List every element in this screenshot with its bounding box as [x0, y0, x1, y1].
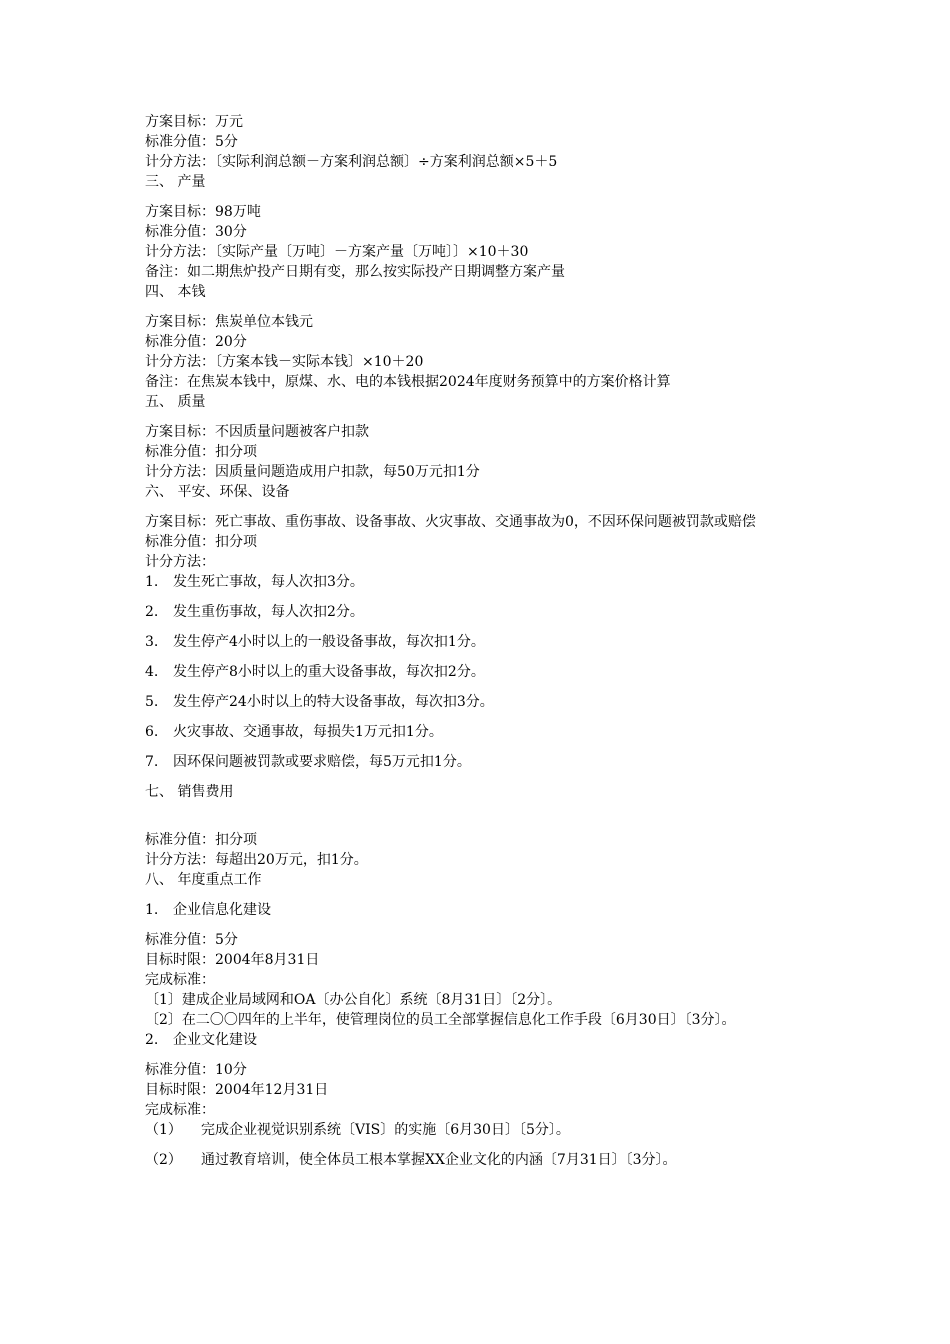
sec3-note: 备注：如二期焦炉投产日期有变，那么按实际投产日期调整方案产量 [145, 264, 565, 280]
sec5-target: 方案目标：不因质量问题被客户扣款 [145, 424, 369, 440]
sec6-score: 标准分值：扣分项 [145, 534, 257, 550]
sec4-target: 方案目标：焦炭单位本钱元 [145, 314, 313, 330]
list-item: 7. 因环保问题被罚款或要求赔偿，每5万元扣1分。 [145, 754, 471, 770]
sec6-target: 方案目标：死亡事故、重伤事故、设备事故、火灾事故、交通事故为0，不因环保问题被罚款或赔偿 [145, 514, 756, 530]
sec6-heading: 六、 平安、环保、设备 [145, 484, 290, 500]
sec4-note: 备注：在焦炭本钱中，原煤、水、电的本钱根据2024年度财务预算中的方案价格计算 [145, 374, 671, 390]
list-item: 5. 发生停产24小时以上的特大设备事故，每次扣3分。 [145, 694, 494, 710]
sec3-target: 方案目标：98万吨 [145, 204, 261, 220]
sec5-method: 计分方法：因质量问题造成用户扣款，每50万元扣1分 [145, 464, 480, 480]
sec2-method: 计分方法：〔实际利润总额－方案利润总额〕÷方案利润总额×5＋5 [145, 154, 558, 170]
sec2-score: 标准分值：5分 [145, 134, 238, 150]
sec6-method: 计分方法： [145, 554, 215, 570]
list-item: 1. 发生死亡事故，每人次扣3分。 [145, 574, 364, 590]
task2-score: 标准分值：10分 [145, 1062, 247, 1078]
sec3-score: 标准分值：30分 [145, 224, 247, 240]
sec3-heading: 三、 产量 [145, 174, 206, 190]
sec5-heading: 五、 质量 [145, 394, 206, 410]
sec7-score: 标准分值：扣分项 [145, 832, 257, 848]
task2-criterion-2: （2） 通过教育培训，使全体员工根本掌握XX企业文化的内涵〔7月31日〕〔3分〕。 [145, 1152, 677, 1168]
sec4-heading: 四、 本钱 [145, 284, 206, 300]
task1-criteria-label: 完成标准： [145, 972, 215, 988]
sec7-heading: 七、 销售费用 [145, 784, 234, 800]
sec6-list [145, 572, 815, 772]
task1-title: 1. 企业信息化建设 [145, 902, 271, 918]
sec2-target: 方案目标：万元 [145, 114, 243, 130]
task2-deadline: 目标时限：2004年12月31日 [145, 1082, 329, 1098]
task2-title: 2. 企业文化建设 [145, 1032, 257, 1048]
task1-criterion-2: 〔2〕在二〇〇四年的上半年，使管理岗位的员工全部掌握信息化工作手段〔6月30日〕〔3分〕。 [145, 1012, 736, 1028]
sec8-heading: 八、 年度重点工作 [145, 872, 262, 888]
task1-score: 标准分值：5分 [145, 932, 238, 948]
sec4-score: 标准分值：20分 [145, 334, 247, 350]
list-item: 4. 发生停产8小时以上的重大设备事故，每次扣2分。 [145, 664, 485, 680]
sec4-method: 计分方法：〔方案本钱－实际本钱〕×10＋20 [145, 354, 424, 370]
task2-criterion-1: （1） 完成企业视觉识别系统〔VIS〕的实施〔6月30日〕〔5分〕。 [145, 1122, 570, 1138]
document-page [145, 112, 815, 1170]
task1-criterion-1: 〔1〕建成企业局域网和OA〔办公自化〕系统〔8月31日〕〔2分〕。 [145, 992, 562, 1008]
list-item: 3. 发生停产4小时以上的一般设备事故，每次扣1分。 [145, 634, 485, 650]
sec7-method: 计分方法：每超出20万元，扣1分。 [145, 852, 368, 868]
sec5-score: 标准分值：扣分项 [145, 444, 257, 460]
task1-deadline: 目标时限：2004年8月31日 [145, 952, 320, 968]
list-item: 2. 发生重伤事故，每人次扣2分。 [145, 604, 364, 620]
task2-criteria-label: 完成标准： [145, 1102, 215, 1118]
sec3-method: 计分方法：〔实际产量〔万吨〕－方案产量〔万吨〕〕×10＋30 [145, 244, 529, 260]
list-item: 6. 火灾事故、交通事故，每损失1万元扣1分。 [145, 724, 443, 740]
